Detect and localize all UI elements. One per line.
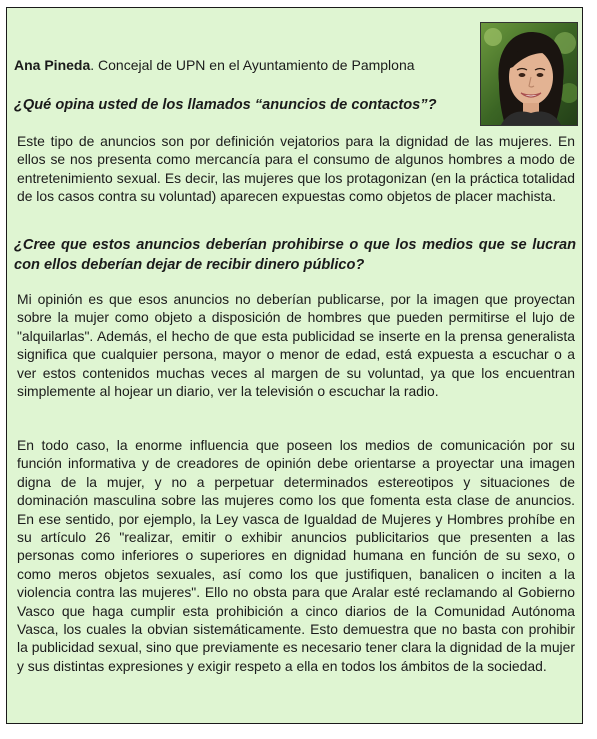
answer-1: Este tipo de anuncios son por definición vejatorios para la dignidad de las mujeres. En ellos se nos presenta como mercancía para el consumo de algunos hombres a modo de entretenimiento sexual. Es decir, las mujeres que los protagonizan (en la práctica totalidad de los casos contra su voluntad) aparecen expuestas como objetos de placer machista. bbox=[17, 133, 575, 205]
speaker-portrait-photo bbox=[480, 22, 578, 126]
answer-2: Mi opinión es que esos anuncios no deberían publicarse, por la imagen que proyectan sobre la mujer como objeto a disposición de hombres que pueden permitirse el lujo de "alquilarlas". Además, el hecho de que esta publicidad se inserte en la prensa generalista significa que cualquier persona, mayor o menor de edad, está expuesta a escuchar o a ver estos contenidos muchas veces al margen de su voluntad, ya que los encuentran simplemente al hojear un diario, ver la televisión o escuchar la radio. bbox=[17, 291, 575, 400]
interview-panel bbox=[6, 7, 583, 724]
speaker-name: Ana Pineda bbox=[14, 57, 91, 73]
question-2: ¿Cree que estos anuncios deberían prohibirse o que los medios que se lucran con ellos deberían dejar de recibir dinero público? bbox=[14, 237, 576, 273]
question-1: ¿Qué opina usted de los llamados “anuncios de contactos”? bbox=[14, 97, 437, 113]
answer-3: En todo caso, la enorme influencia que poseen los medios de comunicación por su función informativa y de creadores de opinión debe orientarse a proyectar una imagen digna de la mujer, y no a perpetuar determinados estereotipos y situaciones de dominación masculina sobre las mujeres como los que fomenta esta clase de anuncios. En ese sentido, por ejemplo, la Ley vasca de Igualdad de Mujeres y Hombres prohíbe en su artículo 26 "realizar, emitir o exhibir anuncios publicitarios que presenten a las personas como inferiores o superiores en dignidad humana en función de su sexo, o como meros objetos sexuales, así como los que justifiquen, banalicen o inciten a la violencia contra las mujeres". Ello no obsta para que Aralar esté reclamando al Gobierno Vasco que haga cumplir esta prohibición a cinco diarios de la Comunidad Autónoma Vasca, los cuales la obvian sistemáticamente. Esto demuestra que no basta con prohibir la publicidad sexual, sino que previamente es necesario tener clara la dignidad de la mujer y sus distintas expresiones y exigir respeto a ella en todos los ámbitos de la sociedad. bbox=[17, 437, 575, 674]
speaker-line bbox=[14, 57, 415, 74]
speaker-role: . Concejal de UPN en el Ayuntamiento de Pamplona bbox=[90, 57, 415, 73]
